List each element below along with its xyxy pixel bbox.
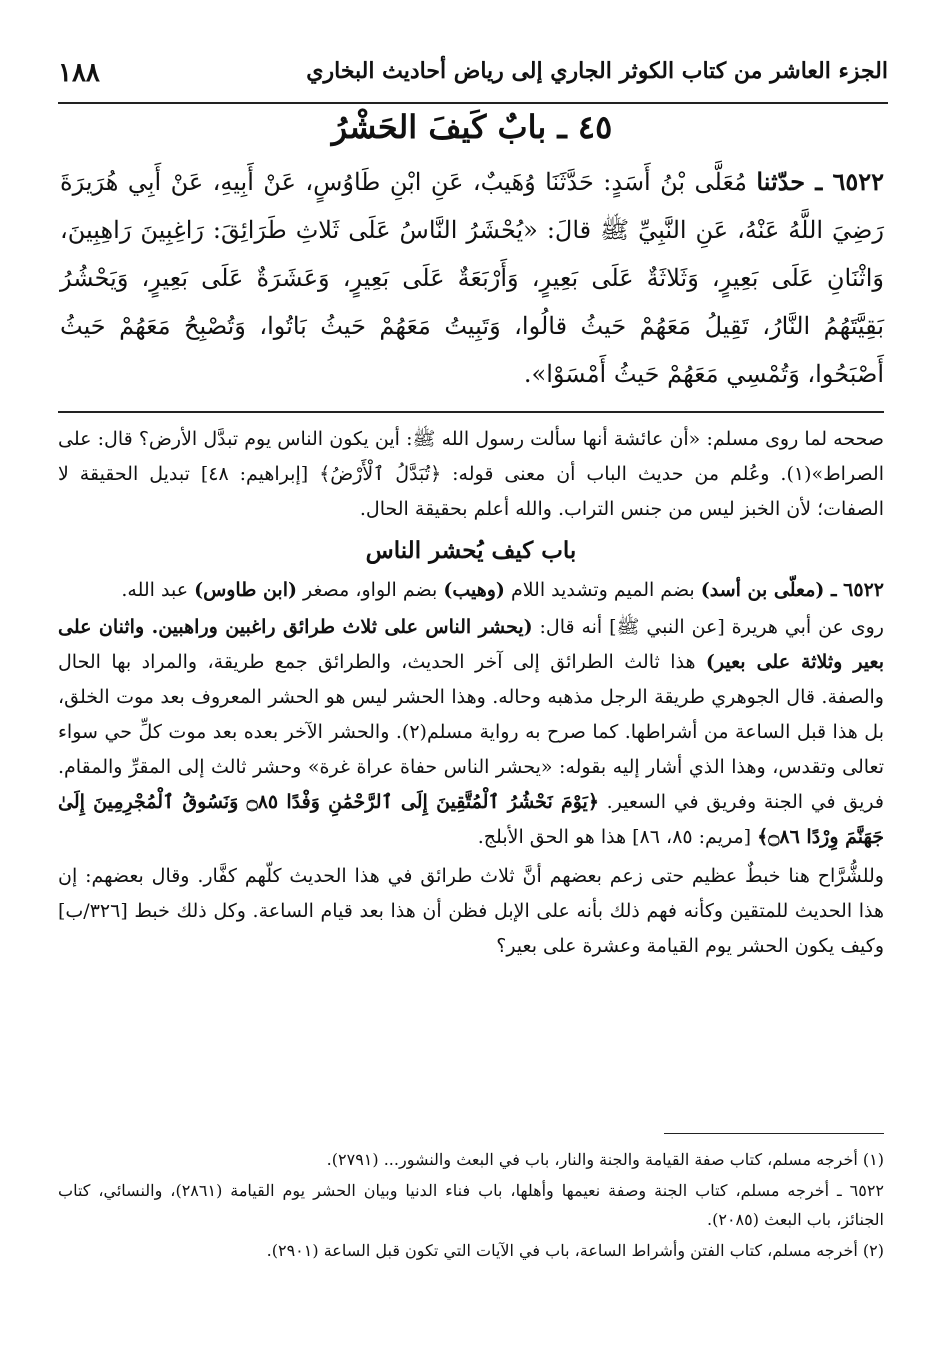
quran-verse: ﴿يَوْمَ نَحْشُرُ ٱلْمُتَّقِينَ إِلَى ٱلرَّحْمَٰنِ وَفْدًا ۝٨٥ وَنَسُوقُ ٱلْمُجْرِمِينَ إِلَىٰ جَهَنَّمَ وِرْدًا ۝٨٦﴾ bbox=[58, 791, 884, 848]
narrator-name: (ابن طاوس) bbox=[194, 579, 297, 601]
text-run: [مريم: ٨٥، ٨٦] هذا هو الحق الأبلج. bbox=[477, 826, 758, 848]
text-run: عبد الله. bbox=[121, 579, 195, 601]
text-run: روى عن أبي هريرة [عن النبي ﷺ] أنه قال: bbox=[532, 616, 884, 638]
section-divider bbox=[58, 411, 884, 413]
hadith-body: مُعَلَّى بْنُ أَسَدٍ: حَدَّثَنَا وُهَيبٌ، عَنِ ابْنِ طَاوُسٍ، عَنْ أَبِيهِ، عَنْ أَبِي هُرَيرَةَ رَضِيَ اللَّهُ عَنْهُ، عَنِ النَّبِيِّ ﷺ قالَ: «يُحْشَرُ النَّاسُ عَلَى ثَلاثِ طَرَائِقَ: رَاغِبِينَ رَاهِبِينَ، وَاثْنَانِ عَلَى بَعِيرٍ، وَثَلاثَةٌ عَلَى بَعِيرٍ، وَأَرْبَعَةٌ عَلَى بَعِيرٍ، وَعَشَرَةٌ عَلَى بَعِيرٍ، وَيَحْشُرُ بَقِيَّتَهُمُ النَّارُ، تَقِيلُ مَعَهُمْ حَيثُ قالُوا، وَتَبِيتُ مَعَهُمْ حَيثُ بَاتُوا، وَتُصْبِحُ مَعَهُمْ حَيثُ أَصْبَحُوا، وَتُمْسِي مَعَهُمْ حَيثُ أَمْسَوْا». bbox=[60, 168, 884, 388]
chapter-title: ٤٥ ـ بابٌ كَيفَ الحَشْرُ bbox=[331, 108, 613, 146]
narrator-name: (وهيب) bbox=[443, 579, 505, 601]
page-header bbox=[58, 52, 888, 104]
hadith-ref-lead: ٦٥٢٢ ـ (معلّى بن أسد) bbox=[700, 579, 884, 601]
hadith-number: ٦٥٢٢ ـ حدّثنا bbox=[756, 167, 884, 196]
commentary bbox=[58, 422, 884, 964]
quoted-hadith: (يحشر الناس على ثلاث طرائق راغبين وراهبين. واثنان على بعير وثلاثة على بعير) bbox=[58, 616, 884, 673]
text-run: بضم الواو، مصغر bbox=[296, 579, 444, 601]
commentary-paragraph: وللشُّرَّاح هنا خبطٌ عظيم حتى زعم بعضهم أنَّ ثلاث طرائق في هذا الحديث كلّهم كفَّار. وقال بعضهم: إن هذا الحديث للمتقين وكأنه فهم ذلك بأنه على الإبل فظن أن هذا بعد قيام الساعة. وكل ذلك خبط [٣٢٦/ب] وكيف يكون الحشر يوم القيامة وعشرة على بعير؟ bbox=[58, 865, 884, 957]
text-run: هذا ثالث الطرائق إلى آخر الحديث، والطرائق جمع طريقة، والمراد بها الحال والصفة. قال الجوهري طريقة الرجل مذهبه وحاله. وهذا الحشر ليس هو الحشر المعروف بعد موت الخلق، بل هذا قبل الساعة من أشراطها. كما صرح به رواية مسلم(٢). والحشر الآخر بعده بعد موت كلِّ حي سواء تعالى وتقدس، وهذا الذي أشار إليه بقوله: «يحشر الناس حفاة عراة غرة» وحشر ثالث إلى المقرِّ والمقام. فريق في الجنة وفريق في السعير. bbox=[58, 651, 884, 813]
commentary-paragraph bbox=[58, 610, 884, 855]
footnotes bbox=[58, 1145, 884, 1267]
footnote: (٢) أخرجه مسلم، كتاب الفتن وأشراط الساعة، باب في الآيات التي تكون قبل الساعة (٢٩٠١). bbox=[266, 1241, 884, 1260]
commentary-paragraph bbox=[58, 573, 884, 608]
commentary-intro: صححه لما روى مسلم: «أن عائشة أنها سألت رسول الله ﷺ: أين يكون الناس يوم تبدَّل الأرض؟ قال: على الصراط»(١). وعُلم من حديث الباب أن معنى قوله: ﴿تُبَدَّلُ ٱلْأَرْضُ﴾ [إبراهيم: ٤٨] تبديل الحقيقة لا الصفات؛ لأن الخبز ليس من جنس التراب. والله أعلم بحقيقة الحال. bbox=[58, 428, 884, 520]
text-run: بضم الميم وتشديد اللام bbox=[504, 579, 701, 601]
footnote: (١) أخرجه مسلم، كتاب صفة القيامة والجنة والنار، باب في البعث والنشور... (٢٧٩١). bbox=[326, 1150, 884, 1169]
hadith-text-block bbox=[60, 158, 884, 398]
commentary-subheading: باب كيف يُحشر الناس bbox=[365, 537, 577, 564]
page-number: ١٨٨ bbox=[58, 58, 100, 88]
footnote-divider bbox=[664, 1133, 884, 1134]
footnote: ٦٥٢٢ ـ أخرجه مسلم، كتاب الجنة وصفة نعيمها وأهلها، باب فناء الدنيا وبيان الحشر يوم القيامة (٢٨٦١)، والنسائي، كتاب الجنائز، باب البعث (٢٠٨٥). bbox=[58, 1181, 885, 1229]
running-title: الجزء العاشر من كتاب الكوثر الجاري إلى رياض أحاديث البخاري bbox=[306, 58, 888, 84]
